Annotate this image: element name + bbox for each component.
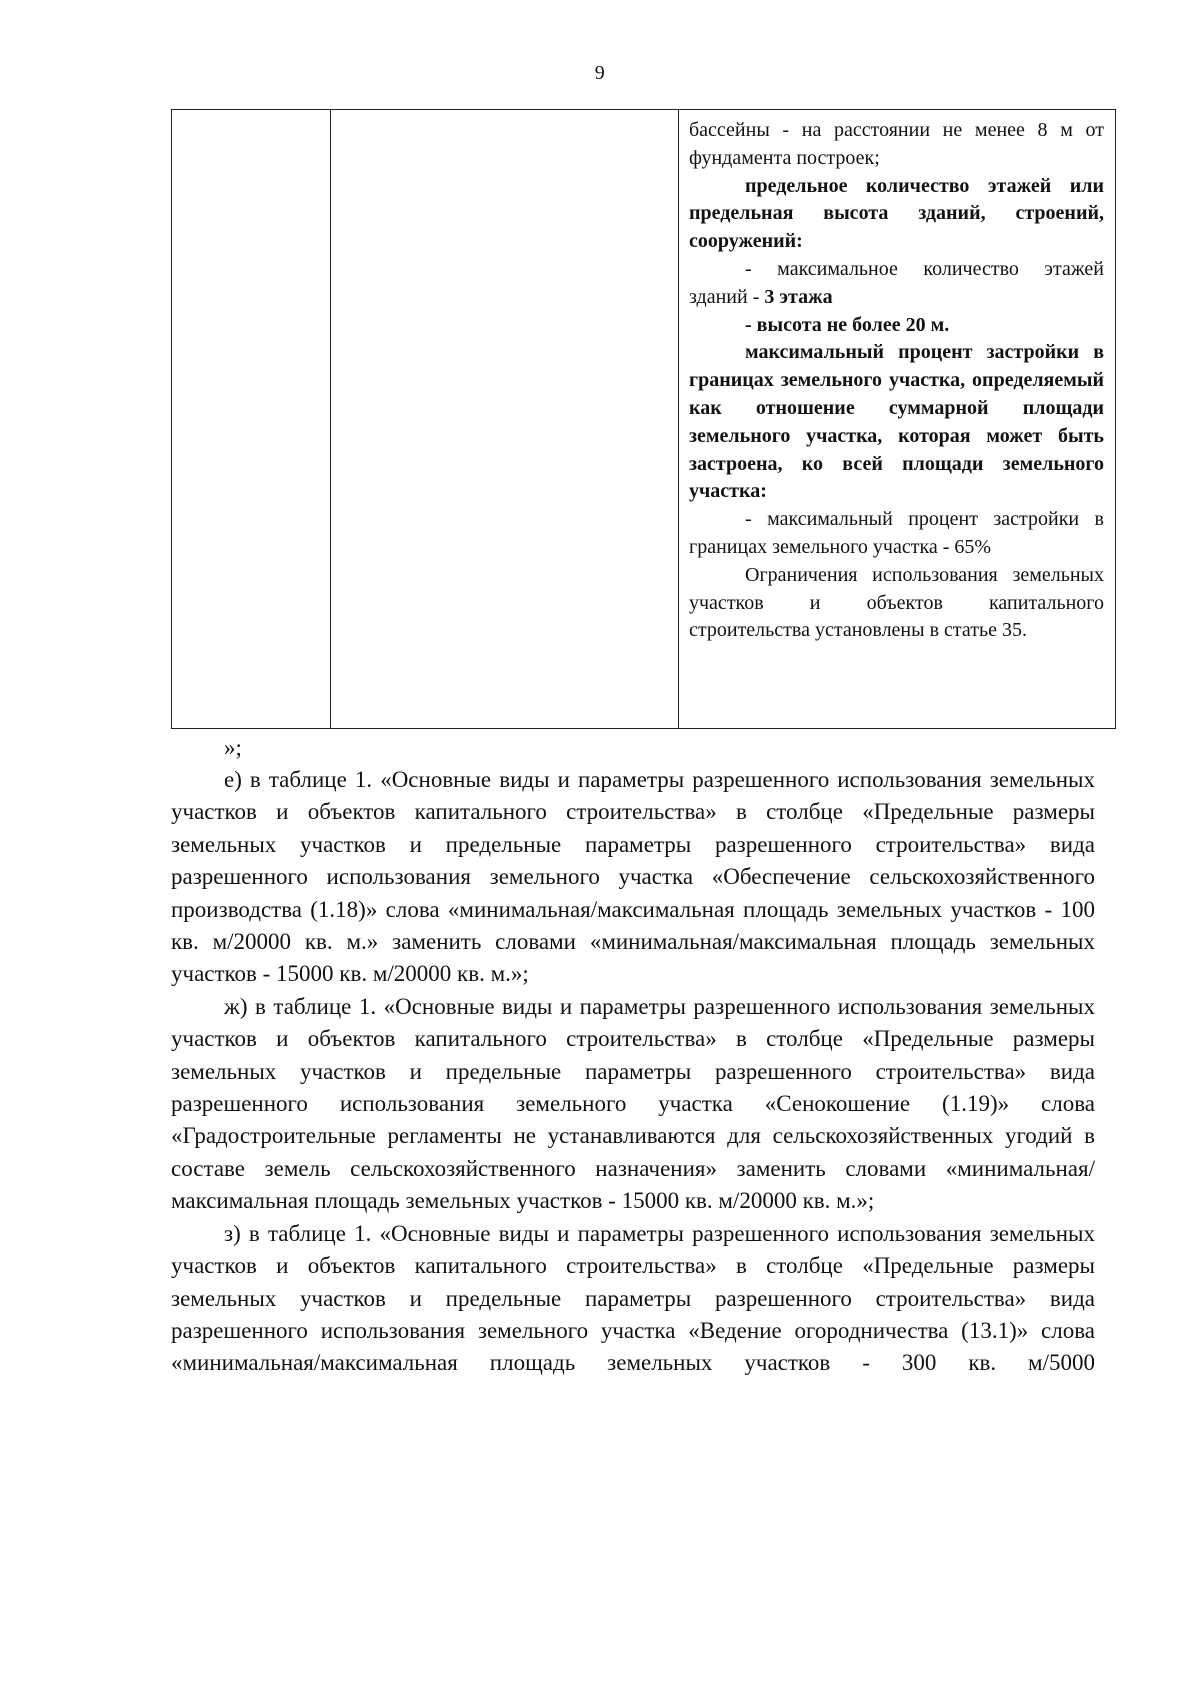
pools-distance-text: бассейны - на расстоянии не менее 8 м от фундамента построек; (689, 119, 1104, 169)
floors-heading: предельное количество этажей или предельная высота зданий, строений, сооружений: (689, 174, 1104, 253)
page-number: 9 (594, 62, 606, 84)
table-row (172, 110, 1116, 729)
max-floors-value: 3 этажа (764, 285, 833, 308)
table-cell-parameters (679, 110, 1116, 729)
table-cell-empty-2 (331, 110, 679, 729)
parameters-text (679, 110, 1115, 645)
paragraph-e: е) в таблице 1. «Основные виды и параметры разрешенного использования земельных участков и объектов капитального строительства» в столбце «Предельные размеры земельных участков и предельные параметры разрешенного строительства» вида разрешенного использования земельного участка «Обеспечение сельскохозяйственного производства (1.18)» слова «минимальная/максимальная площадь земельных участков - 100 кв. м/20000 кв. м.» заменить словами «минимальная/максимальная площадь земельных участков - 15000 кв. м/20000 кв. м.»; (171, 767, 1095, 987)
closing-quote: »; (224, 735, 242, 760)
amendments-text (171, 764, 1095, 1380)
paragraph-z: з) в таблице 1. «Основные виды и параметры разрешенного использования земельных участков и объектов капитального строительства» в столбце «Предельные размеры земельных участков и предельные параметры разрешенного строительства» вида разрешенного использования земельного участка «Ведение огородничества (13.1)» слова «минимальная/максимальная площадь земельных участков - 300 кв. м/5000 (171, 1220, 1095, 1376)
max-floors-text (689, 256, 1104, 312)
coverage-value-text: - максимальный процент застройки в границах земельного участка - 65% (689, 508, 1104, 558)
table-cell-empty-1 (172, 110, 331, 729)
restrictions-text: Ограничения использования земельных участков и объектов капитального строительства установлены в статье 35. (689, 563, 1104, 642)
max-floors-prefix: - максимальное количество этажей зданий - (689, 257, 1104, 308)
height-limit-text: - высота не более 20 м. (745, 313, 950, 336)
paragraph-zh: ж) в таблице 1. «Основные виды и параметры разрешенного использования земельных участков и объектов капитального строительства» в столбце «Предельные размеры земельных участков и предельные параметры разрешенного строительства» вида разрешенного использования земельного участка «Сенокошение (1.19)» слова «Градостроительные регламенты не устанавливаются для сельскохозяйственных угодий в составе земель сельскохозяйственного назначения» заменить словами «минимальная/максимальная площадь земельных участков - 15000 кв. м/20000 кв. м.»; (171, 993, 1095, 1214)
coverage-heading: максимальный процент застройки в границах земельного участка, определяемый как отношение суммарной площади земельного участка, которая может быть застроена, ко всей площади земельного участка: (689, 341, 1104, 503)
parameters-table (171, 109, 1116, 729)
